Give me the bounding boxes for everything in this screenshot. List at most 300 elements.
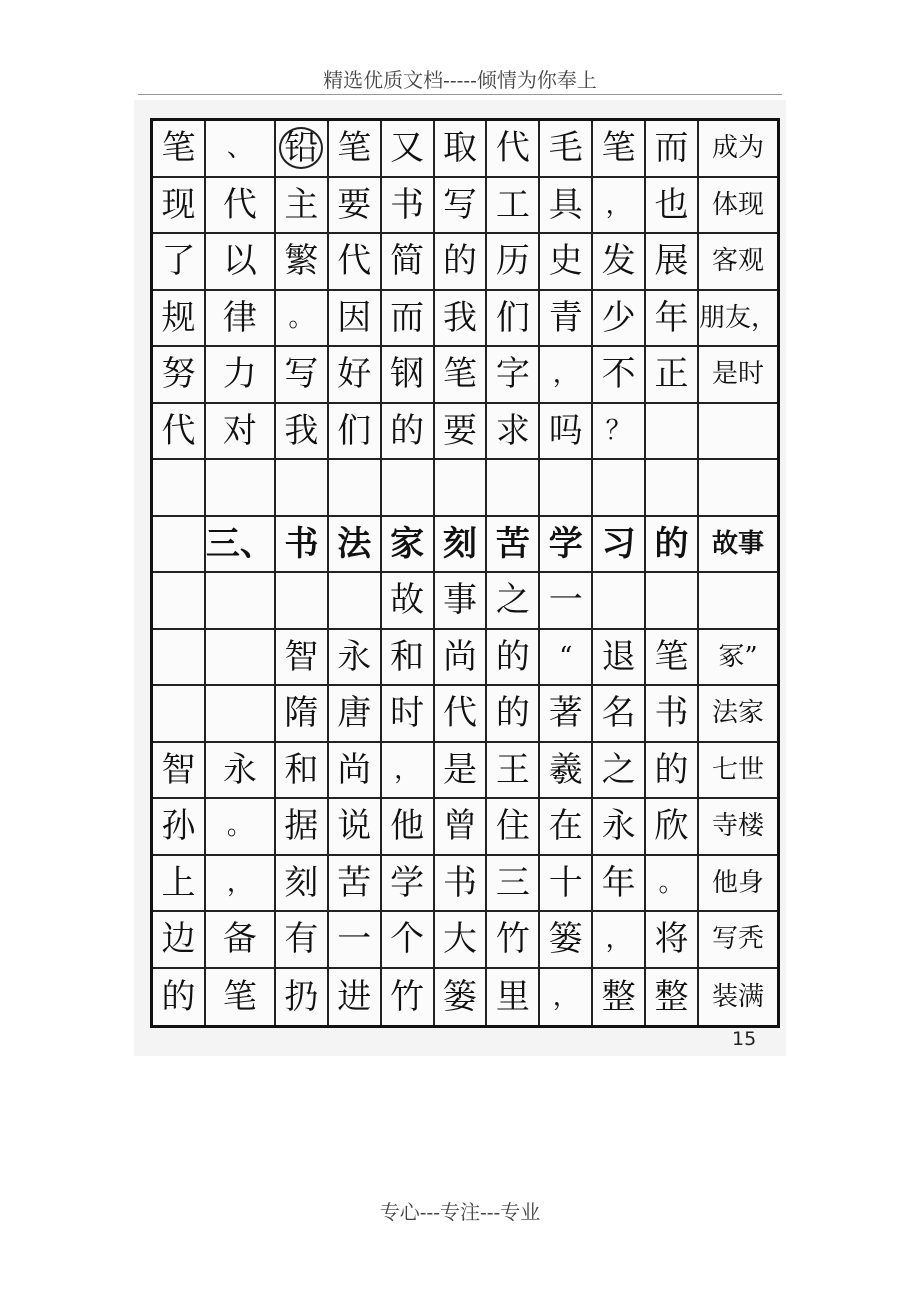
grid-cell: [276, 404, 329, 461]
grid-char: 少: [601, 297, 636, 338]
grid-cell: [487, 178, 540, 235]
grid-char: 进: [337, 976, 372, 1017]
grid-cell: [153, 517, 206, 574]
grid-cell: [435, 686, 488, 743]
grid-cell: [699, 969, 777, 1026]
grid-char: 之: [495, 580, 530, 621]
grid-char: 主: [284, 184, 319, 225]
grid-char: 观: [737, 246, 764, 277]
grid-cell: [540, 347, 593, 404]
grid-cell: [206, 178, 276, 235]
grid-cell: [646, 573, 699, 630]
grid-cell: [540, 517, 593, 574]
grid-cell: [206, 912, 276, 969]
grid-char: 也: [654, 184, 689, 225]
grid-cell: [329, 743, 382, 800]
grid-cell: [435, 460, 488, 517]
grid-cell: [435, 178, 488, 235]
grid-cell: [646, 969, 699, 1026]
grid-cell: [540, 969, 593, 1026]
grid-cell: [276, 234, 329, 291]
grid-cell: [276, 291, 329, 348]
grid-cell: [487, 912, 540, 969]
page-header: 精选优质文档-----倾情为你奉上: [323, 68, 597, 92]
grid-char: 名: [601, 693, 636, 734]
header-divider: [138, 94, 782, 95]
grid-cell: [153, 856, 206, 913]
grid-cell: [487, 686, 540, 743]
grid-char: 青: [548, 297, 583, 338]
grid-cell: [593, 856, 646, 913]
grid-char: 朋: [698, 302, 725, 333]
grid-char: 退: [601, 636, 636, 677]
grid-char: 历: [495, 241, 530, 282]
grid-char: 字: [495, 354, 530, 395]
grid-cell: [699, 404, 777, 461]
grid-char: 上: [161, 862, 196, 903]
grid-cell: [206, 347, 276, 404]
grid-cell: [329, 460, 382, 517]
grid-char: 住: [495, 806, 530, 847]
grid-char: 体: [711, 189, 738, 220]
grid-char: 。: [288, 302, 315, 333]
grid-char: 孙: [161, 806, 196, 847]
grid-cell: [540, 799, 593, 856]
grid-char: 。: [658, 867, 685, 898]
grid-cell: [646, 686, 699, 743]
grid-char: 、: [226, 133, 253, 164]
grid-char: 智: [161, 749, 196, 790]
grid-cell: [435, 291, 488, 348]
grid-char: 羲: [548, 749, 583, 790]
grid-cell: [382, 912, 435, 969]
grid-char: 有: [284, 919, 319, 960]
grid-cell: [329, 912, 382, 969]
grid-cell: [699, 912, 777, 969]
grid-cell: [646, 291, 699, 348]
grid-cell: [435, 912, 488, 969]
grid-char: 的: [495, 636, 530, 677]
grid-char: 正: [654, 354, 689, 395]
grid-cell: [382, 573, 435, 630]
grid-cell: [699, 121, 777, 178]
grid-char: 的: [654, 523, 689, 564]
grid-cell: [540, 234, 593, 291]
grid-cell: [540, 404, 593, 461]
grid-char: 满: [737, 981, 764, 1012]
grid-char: 隋: [284, 693, 319, 734]
grid-char: 刻: [442, 523, 477, 564]
grid-char: 简: [390, 241, 425, 282]
grid-cell: [699, 178, 777, 235]
grid-cell: [206, 121, 276, 178]
grid-cell: [382, 856, 435, 913]
grid-char: 七: [711, 754, 738, 785]
grid-cell: [329, 347, 382, 404]
grid-cell: [276, 121, 329, 178]
grid-cell: [153, 969, 206, 1026]
grid-cell: [153, 460, 206, 517]
grid-cell: [329, 121, 382, 178]
grid-cell: [435, 121, 488, 178]
grid-char: 又: [390, 128, 425, 169]
grid-cell: [699, 856, 777, 913]
grid-cell: [153, 630, 206, 687]
grid-cell: [206, 969, 276, 1026]
grid-char: 尚: [337, 749, 372, 790]
grid-cell: [153, 291, 206, 348]
grid-cell: [593, 686, 646, 743]
grid-char: 毛: [548, 128, 583, 169]
grid-char: 书: [442, 862, 477, 903]
grid-cell: [487, 347, 540, 404]
grid-cell: [276, 686, 329, 743]
grid-cell: [540, 291, 593, 348]
grid-char: 友，: [724, 302, 777, 333]
grid-char: 以: [222, 241, 257, 282]
grid-cell: [276, 912, 329, 969]
page-number: 15: [732, 1028, 757, 1050]
grid-cell: [153, 799, 206, 856]
grid-cell: [699, 234, 777, 291]
grid-char: ，: [226, 867, 253, 898]
grid-cell: [329, 686, 382, 743]
grid-char: 寺: [711, 811, 738, 842]
grid-char: 王: [495, 749, 530, 790]
grid-char: 是: [442, 749, 477, 790]
grid-char: 笔: [161, 128, 196, 169]
grid-cell: [593, 178, 646, 235]
grid-cell: [329, 573, 382, 630]
grid-cell: [540, 686, 593, 743]
grid-char: 扔: [284, 976, 319, 1017]
grid-cell: [329, 969, 382, 1026]
grid-char: 家: [737, 698, 764, 729]
grid-cell: [206, 799, 276, 856]
grid-cell: [382, 517, 435, 574]
grid-char: 苦: [337, 862, 372, 903]
grid-cell: [435, 347, 488, 404]
grid-cell: [593, 460, 646, 517]
grid-cell: [206, 856, 276, 913]
grid-cell: [206, 460, 276, 517]
grid-char: 发: [601, 241, 636, 282]
grid-char: 书: [654, 693, 689, 734]
grid-cell: [435, 573, 488, 630]
grid-char: 展: [654, 241, 689, 282]
grid-char: ，: [605, 924, 632, 955]
grid-cell: [382, 460, 435, 517]
grid-cell: [646, 234, 699, 291]
grid-char: 时: [390, 693, 425, 734]
grid-char: 力: [222, 354, 257, 395]
grid-char: 唐: [337, 693, 372, 734]
grid-char: 们: [337, 410, 372, 451]
grid-cell: [487, 234, 540, 291]
grid-char: 代: [161, 410, 196, 451]
grid-cell: [699, 460, 777, 517]
grid-char: 努: [161, 354, 196, 395]
grid-cell: [276, 517, 329, 574]
grid-cell: [435, 743, 488, 800]
grid-char: 说: [337, 806, 372, 847]
grid-cell: [487, 799, 540, 856]
grid-char: ，: [552, 359, 579, 390]
grid-char: 和: [390, 636, 425, 677]
grid-cell: [699, 517, 777, 574]
grid-char: 备: [222, 919, 257, 960]
grid-char: 著: [548, 693, 583, 734]
grid-cell: [276, 856, 329, 913]
grid-cell: [153, 121, 206, 178]
grid-char: 书: [284, 523, 319, 564]
grid-char: ？: [605, 415, 632, 446]
grid-cell: [593, 347, 646, 404]
grid-char: 写: [711, 924, 738, 955]
grid-char: 我: [442, 297, 477, 338]
grid-cell: [487, 404, 540, 461]
grid-cell: [382, 969, 435, 1026]
grid-cell: [382, 347, 435, 404]
grid-cell: [699, 347, 777, 404]
grid-char: 。: [226, 811, 253, 842]
grid-char: 求: [495, 410, 530, 451]
grid-char: 刻: [284, 862, 319, 903]
grid-cell: [382, 291, 435, 348]
grid-cell: [206, 573, 276, 630]
grid-char: 的: [390, 410, 425, 451]
grid-cell: [646, 347, 699, 404]
grid-char: 永: [601, 806, 636, 847]
grid-char: 边: [161, 919, 196, 960]
grid-cell: [487, 743, 540, 800]
grid-cell: [540, 178, 593, 235]
grid-char: 事: [737, 528, 764, 559]
grid-char: 因: [337, 297, 372, 338]
grid-char: 据: [284, 806, 319, 847]
grid-char: 的: [161, 976, 196, 1017]
grid-char: 笔: [442, 354, 477, 395]
grid-cell: [593, 121, 646, 178]
grid-char: 在: [548, 806, 583, 847]
grid-char: 是: [711, 359, 738, 390]
grid-cell: [435, 969, 488, 1026]
grid-char: 的: [495, 693, 530, 734]
grid-char: 永: [337, 636, 372, 677]
grid-char: 代: [495, 128, 530, 169]
grid-cell: [487, 291, 540, 348]
grid-char: 要: [337, 184, 372, 225]
grid-cell: [153, 178, 206, 235]
grid-cell: [206, 743, 276, 800]
grid-char: 繁: [284, 241, 319, 282]
grid-char: 整: [601, 976, 636, 1017]
grid-char: 学: [390, 862, 425, 903]
grid-char: ，: [394, 754, 421, 785]
grid-char: 世: [737, 754, 764, 785]
grid-cell: [487, 517, 540, 574]
grid-char: 取: [442, 128, 477, 169]
grid-cell: [382, 121, 435, 178]
grid-cell: [153, 686, 206, 743]
grid-char: 里: [495, 976, 530, 1017]
grid-char: 竹: [495, 919, 530, 960]
grid-cell: [382, 404, 435, 461]
grid-char: 而: [654, 128, 689, 169]
grid-cell: [329, 404, 382, 461]
grid-cell: [153, 347, 206, 404]
grid-cell: [593, 517, 646, 574]
grid-cell: [540, 743, 593, 800]
grid-cell: [206, 517, 276, 574]
grid-char: 家: [390, 523, 425, 564]
grid-cell: [276, 799, 329, 856]
grid-char: 的: [654, 749, 689, 790]
grid-char: 故: [711, 528, 738, 559]
grid-cell: [646, 799, 699, 856]
grid-char: 习: [601, 523, 636, 564]
grid-cell: [382, 234, 435, 291]
grid-char: 篓: [548, 919, 583, 960]
grid-char: 了: [161, 241, 196, 282]
grid-cell: [487, 573, 540, 630]
grid-cell: [487, 969, 540, 1026]
grid-cell: [435, 404, 488, 461]
grid-cell: [153, 234, 206, 291]
grid-char: 笔: [601, 128, 636, 169]
grid-cell: [206, 291, 276, 348]
grid-cell: [435, 630, 488, 687]
grid-cell: [646, 517, 699, 574]
grid-cell: [699, 630, 777, 687]
grid-char: 欣: [654, 806, 689, 847]
grid-cell: [329, 178, 382, 235]
grid-char: 们: [495, 297, 530, 338]
grid-char: 永: [222, 749, 257, 790]
grid-char: 工: [495, 184, 530, 225]
grid-cell: [276, 969, 329, 1026]
grid-cell: [276, 347, 329, 404]
grid-cell: [646, 404, 699, 461]
grid-cell: [646, 743, 699, 800]
grid-cell: [540, 630, 593, 687]
grid-cell: [540, 912, 593, 969]
grid-cell: [206, 404, 276, 461]
grid-char: 篓: [442, 976, 477, 1017]
grid-cell: [646, 856, 699, 913]
grid-cell: [329, 291, 382, 348]
grid-char: 笔: [337, 128, 372, 169]
grid-cell: [593, 234, 646, 291]
grid-cell: [206, 686, 276, 743]
grid-cell: [593, 912, 646, 969]
grid-char: 为: [737, 133, 764, 164]
grid-char: 代: [222, 184, 257, 225]
grid-char: 之: [601, 749, 636, 790]
grid-char: 铅: [279, 127, 323, 169]
grid-cell: [699, 799, 777, 856]
grid-char: 规: [161, 297, 196, 338]
grid-char: 钢: [390, 354, 425, 395]
grid-char: 史: [548, 241, 583, 282]
grid-cell: [593, 404, 646, 461]
grid-cell: [540, 121, 593, 178]
grid-cell: [276, 630, 329, 687]
grid-char: 现: [737, 189, 764, 220]
grid-char: 代: [442, 693, 477, 734]
grid-cell: [276, 460, 329, 517]
grid-char: 书: [390, 184, 425, 225]
grid-char: ，: [605, 189, 632, 220]
grid-char: 代: [337, 241, 372, 282]
grid-cell: [593, 291, 646, 348]
grid-cell: [382, 178, 435, 235]
grid-char: 三、: [205, 523, 274, 564]
grid-char: 三: [495, 862, 530, 903]
grid-cell: [646, 178, 699, 235]
grid-cell: [593, 969, 646, 1026]
grid-char: 法: [711, 698, 738, 729]
grid-char: 年: [601, 862, 636, 903]
grid-cell: [329, 630, 382, 687]
grid-cell: [487, 121, 540, 178]
grid-char: 他: [390, 806, 425, 847]
grid-cell: [206, 630, 276, 687]
grid-char: 成: [711, 133, 738, 164]
grid-cell: [593, 743, 646, 800]
grid-cell: [382, 686, 435, 743]
grid-char: 冢: [718, 641, 745, 672]
grid-char: 装: [711, 981, 738, 1012]
grid-char: 写: [442, 184, 477, 225]
grid-char: 学: [548, 523, 583, 564]
grid-cell: [487, 856, 540, 913]
grid-cell: [435, 234, 488, 291]
grid-char: 律: [222, 297, 257, 338]
grid-cell: [593, 573, 646, 630]
grid-cell: [646, 460, 699, 517]
grid-cell: [329, 856, 382, 913]
page-footer: 专心---专注---专业: [379, 1200, 541, 1224]
grid-char: 个: [390, 919, 425, 960]
grid-char: 秃: [737, 924, 764, 955]
grid-cell: [593, 630, 646, 687]
grid-char: 写: [284, 354, 319, 395]
grid-char: 笔: [654, 636, 689, 677]
grid-char: 十: [548, 862, 583, 903]
grid-char: 苦: [495, 523, 530, 564]
grid-cell: [699, 743, 777, 800]
grid-cell: [435, 517, 488, 574]
grid-cell: [276, 178, 329, 235]
practice-grid: [150, 118, 780, 1028]
grid-cell: [382, 743, 435, 800]
grid-char: 的: [442, 241, 477, 282]
grid-char: 和: [284, 749, 319, 790]
grid-cell: [435, 799, 488, 856]
grid-char: 年: [654, 297, 689, 338]
grid-cell: [646, 630, 699, 687]
grid-cell: [329, 799, 382, 856]
grid-char: 时: [737, 359, 764, 390]
grid-cell: [382, 630, 435, 687]
grid-cell: [153, 743, 206, 800]
grid-char: 尚: [442, 636, 477, 677]
grid-char: 将: [654, 919, 689, 960]
grid-cell: [153, 912, 206, 969]
grid-char: 事: [442, 580, 477, 621]
grid-char: 整: [654, 976, 689, 1017]
